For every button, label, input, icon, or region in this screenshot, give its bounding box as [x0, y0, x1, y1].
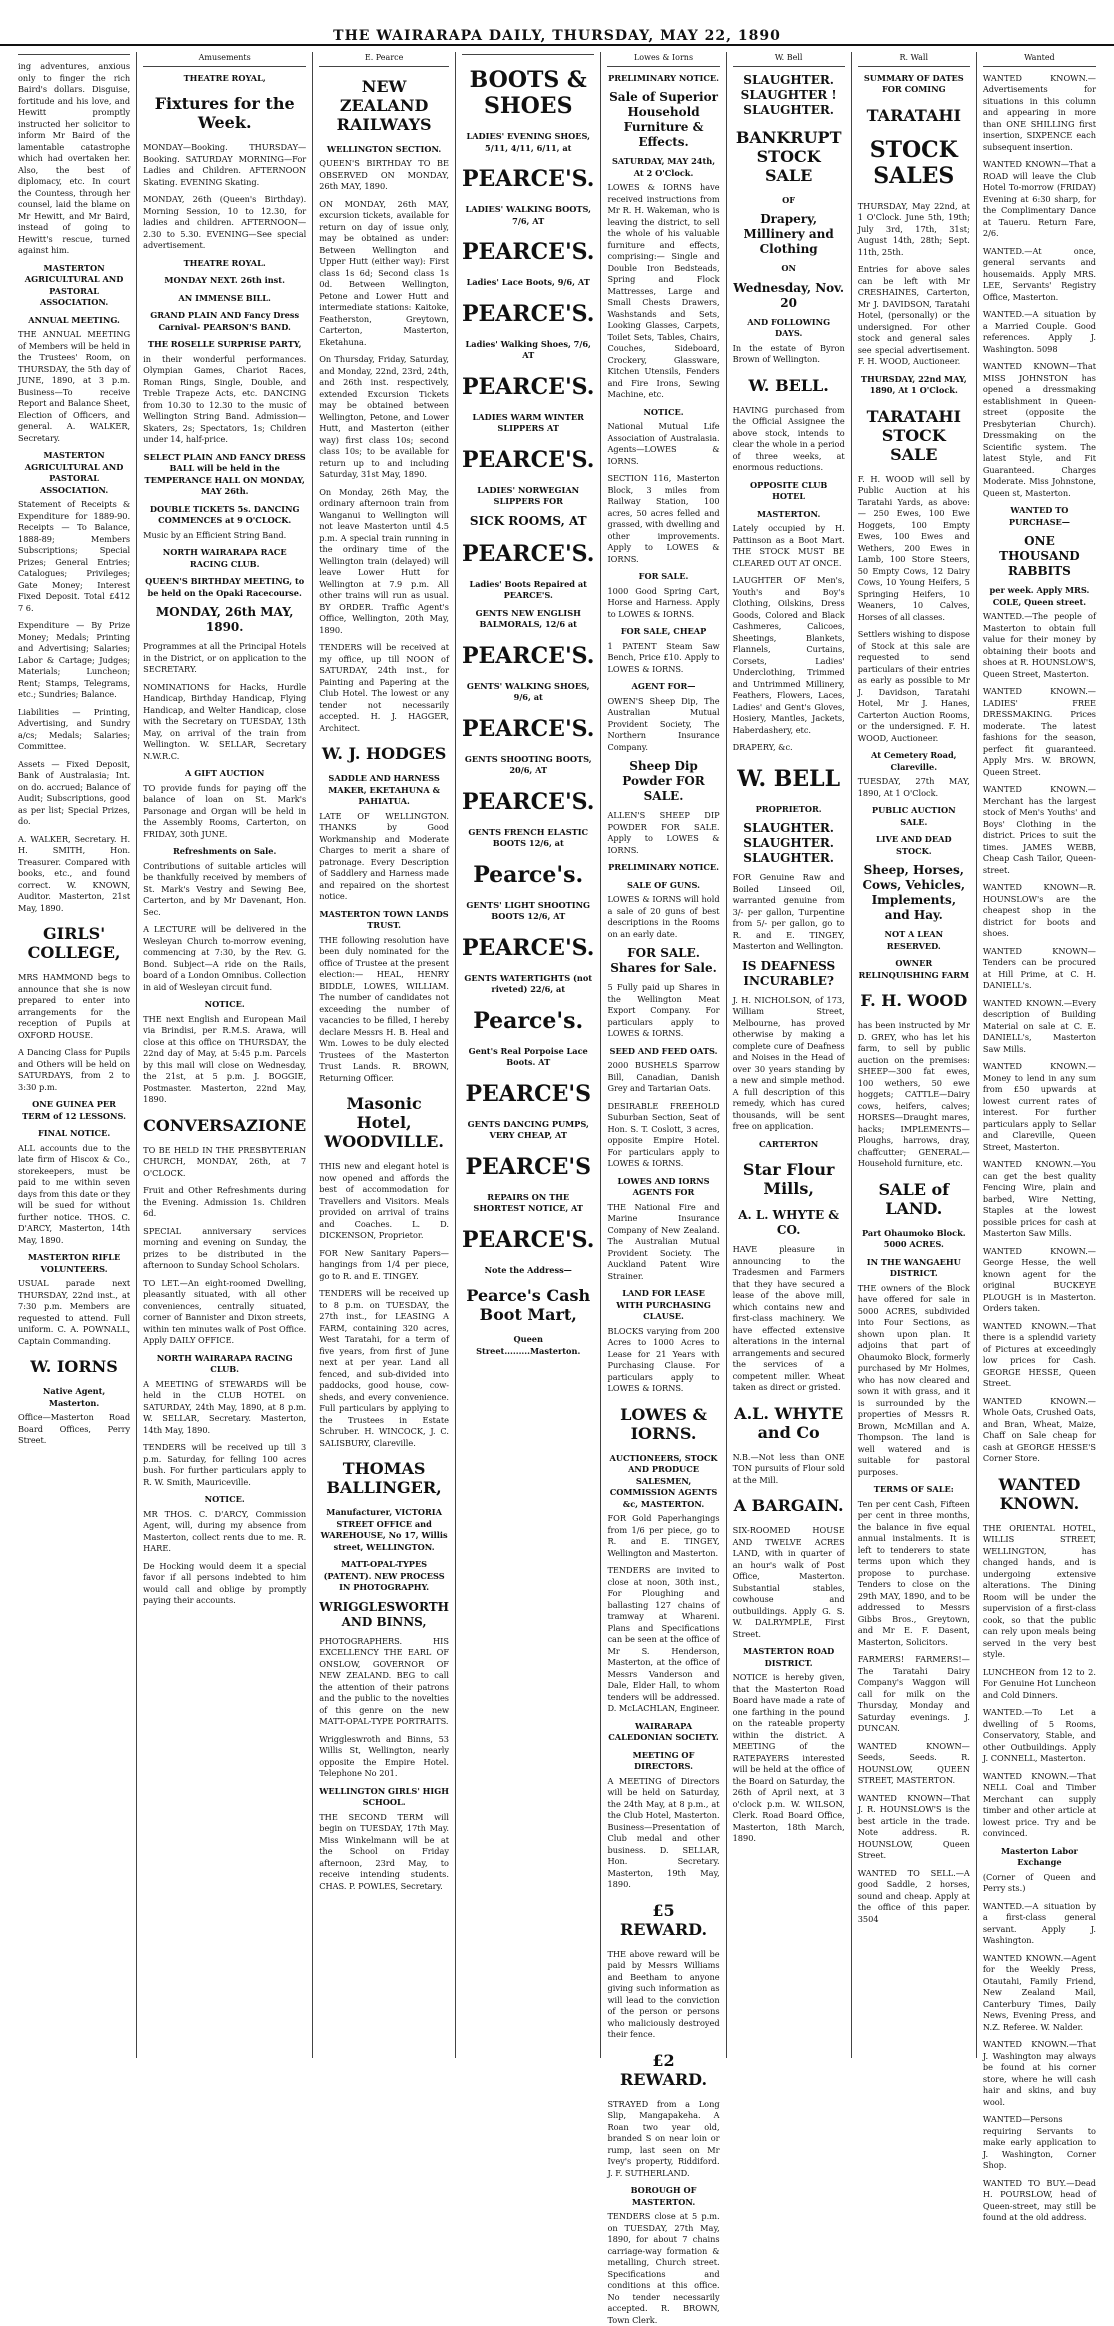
advert-text: TENDERS will be received up to 8 p.m. on TUESDAY, the 27th inst., for LEASING A FARM, containing 320 acres, West Taratahi, for a term of five years, from first of June next at per year. Land all fenced, and sub-divided into paddocks, good house, cow-sheds, and every convenience. Full particulars by applying to the Trustees in Estate Schruber. H. WINCOCK, J. C. SALISBURY, Clareville. — [319, 1288, 449, 1448]
advert-text: Office—Masterton Road Board Offices, Perry Street. — [18, 1412, 131, 1445]
advert-text: SECTION 116, Masterton Block, 3 miles from Railway Station, 100 acres, 50 acres felled and grassed, with dwelling and other improvements. Apply to LOWES & IORNS. — [607, 473, 720, 564]
column-3 — [313, 52, 456, 2058]
advert-heading: SICK ROOMS, AT — [469, 513, 587, 528]
advert-heading: W. J. HODGES — [321, 744, 447, 763]
advert-heading: LADIES WARM WINTER SLIPPERS AT — [472, 411, 584, 433]
advert-text: THE SECOND TERM will begin on TUESDAY, 17th May. Miss Winkelmann will be at the School on Friday afternoon, 23rd May, to receive intending students. CHAS. P. POWLES, Secretary. — [319, 1811, 449, 1891]
advert-text: FARMERS! FARMERS!—The Taratahi Dairy Company's Waggon will call for milk on the Thursday, Monday and Saturday evenings. J. DUNCAN. — [857, 1654, 970, 1733]
advert-heading: FOR SALE. Shares for Sale. — [610, 946, 717, 975]
advert-heading: LOWES & IORNS. — [620, 1404, 707, 1443]
advert-text: Assets — Fixed Deposit, Bank of Australasia; Int. on do. accrued; Balance of Audit; Subscriptions, good as per list; Special Prizes, do. — [18, 758, 131, 826]
advert-heading: FINAL NOTICE. — [37, 1128, 111, 1138]
advert-heading: SADDLE AND HARNESS MAKER, EKETAHUNA & PAHIATUA. — [328, 773, 441, 806]
advert-heading: IN THE WANGAEHU DISTRICT. — [866, 1256, 961, 1278]
advert-heading: Ladies' Boots Repaired at PEARCE'S. — [469, 578, 587, 600]
advert-text: Ten per cent Cash, Fifteen per cent in three months, the balance in five equal annual instalments. It is left to tenderers to state terms upon which they propose to purchase. Tenders to close on the 29th MAY, 1890, and to be addressed to Messrs Gibbs Bros., Greytown, and Mr E. F. Dasent, Masterton, Solicitors. — [857, 1498, 970, 1647]
advert-text: WANTED.—A situation by a Married Couple. Good references. Apply J. Washington. 5098 — [982, 309, 1096, 354]
advert-text: TENDERS will be received up till 3 p.m. Saturday, for felling 100 acres bush. For further particulars apply to R. W. Smith, Mauriceville. — [143, 1442, 307, 1487]
advert-heading: Gent's Real Porpoise Lace Boots. AT — [468, 1045, 588, 1067]
advert-text: WANTED KNOWN—Seeds, Seeds. R. HOUNSLOW, QUEEN STREET, MASTERTON. — [857, 1740, 970, 1785]
advert-heading: A GIFT AUCTION — [185, 768, 265, 778]
advert-text: WANTED TO SELL.—A good Saddle, 2 horses, sound and cheap. Apply at the office of this paper. 3504 — [857, 1867, 970, 1924]
advert-heading: WRIGGLESWORTH AND BINNS, — [319, 1599, 449, 1629]
advert-heading: A. L. WHYTE & CO. — [738, 1208, 840, 1237]
advert-heading: Masterton Labor Exchange — [1000, 1845, 1078, 1867]
column-heading: E. Pearce — [319, 52, 449, 67]
advert-heading: Wednesday, Nov. 20 — [733, 280, 845, 310]
advert-heading: GIRLS' COLLEGE, — [27, 924, 121, 962]
advert-text: THE owners of the Block have offered for sale in 5000 ACRES, subdivided into Four Sections, as shown upon plan. It adjoins that part of Ohaumoko Block, formerly purchased by Mr Holmes, who has now cleared and sown it with grass, and it is surrounded by the properties of Messrs R. Brown, McMillan and A. Thompson. The land is well watered and is suitable for pastoral purposes. — [857, 1282, 970, 1477]
advert-text: FOR Genuine Raw and Boiled Linseed Oil, warranted genuine from 3/- per gallon, Turpentine from 5/- per gallon, go to R. and E. TINGEY, Masterton and Wellington. — [732, 872, 845, 951]
advert-text: TENDERS close at 5 p.m. on TUESDAY, 27th May, 1890, for about 7 chains carriage-way formation & metalling, Church street. Specifications and conditions at this office. No tender necessarily accepted. R. BROWN, Town Clerk. — [607, 2211, 720, 2325]
advert-heading: OPPOSITE CLUB HOTEL — [749, 479, 828, 501]
advert-text: WANTED KNOWN—That J. R. HOUNSLOW'S is the best article in the trade. Note address. R. HOUNSLOW, Queen Street. — [857, 1792, 970, 1860]
advert-heading: W. BELL. — [748, 375, 829, 395]
advert-text: QUEEN'S BIRTHDAY TO BE OBSERVED ON MONDAY, 26th MAY, 1890. — [319, 158, 449, 191]
advert-heading: A.L. WHYTE and Co — [734, 1403, 844, 1442]
advert-heading: PEARCE'S — [465, 1153, 592, 1180]
advert-text: Programmes at all the Principal Hotels in the District, or on application to the SECRETARY. — [143, 641, 307, 674]
advert-heading: THE ROSELLE SURPRISE PARTY, — [147, 339, 302, 349]
advert-text: THE next English and European Mail via Brindisi, per R.M.S. Arawa, will close at this office on THURSDAY, the 22nd day of May, at 5:45 p.m. Parcels by this mail will close on Wednesday, the 21st, at 5 p.m. J. BOGGIE, Postmaster. Masterton, 22nd May, 1890. — [143, 1013, 307, 1104]
advert-text: Fruit and Other Refreshments during the Evening. Admission 1s. Children 6d. — [143, 1185, 307, 1218]
advert-heading: MASTERTON TOWN LANDS TRUST. — [319, 908, 449, 930]
advert-heading: LAND FOR LEASE WITH PURCHASING CLAUSE. — [616, 1288, 711, 1321]
advert-heading: NOTICE. — [204, 1494, 245, 1504]
advert-heading: PEARCE'S. — [462, 239, 595, 265]
advert-heading: MATT-OPAL-TYPES (PATENT). NEW PROCESS IN PHOTOGRAPHY. — [323, 1559, 445, 1592]
advert-heading: BOROUGH OF MASTERTON. — [630, 2185, 697, 2207]
column-6 — [727, 52, 852, 2058]
advert-heading: Star Flour Mills, — [742, 1160, 835, 1198]
advert-text: WANTED KNOWN.—That there is a splendid variety of Pictures at exceedingly low prices for Cash. GEORGE HESSE, Queen Street. — [982, 1320, 1096, 1388]
advert-heading: SEED AND FEED OATS. — [609, 1045, 718, 1056]
advert-text: MRS HAMMOND begs to announce that she is now prepared to enter into arrangements for the reception of Pupils at OXFORD HOUSE. — [18, 972, 131, 1040]
advert-heading: GENTS' WALKING SHOES, 9/6, at — [466, 680, 590, 702]
advert-heading: SALE of LAND. — [878, 1179, 950, 1218]
column-7 — [852, 52, 977, 2058]
advert-heading: MASTERTON RIFLE VOLUNTEERS. — [27, 1252, 121, 1274]
advert-heading: AUCTIONEERS, STOCK AND PRODUCE SALESMEN, COMMISSION AGENTS &c, MASTERTON. — [609, 1452, 718, 1509]
column-8 — [977, 52, 1102, 2222]
advert-heading: CARTERTON — [759, 1138, 819, 1149]
advert-heading: GENTS WATERTIGHTS (not riveted) 22/6, at — [464, 972, 593, 994]
advert-heading: PUBLIC AUCTION SALE. — [871, 805, 956, 827]
advert-text: WANTED KNOWN—That a ROAD will leave the Club Hotel To-morrow (FRIDAY) Evening at 6:30 sharp, for the Complimentary Dance at Taueru. Return Fare, 2/6. — [982, 159, 1096, 238]
advert-text: WANTED TO BUY.—Dead H. POURSLOW, head of Queen-street, may still be found at the old address. — [982, 2177, 1096, 2222]
advert-heading: NORTH WAIRARAPA RACING CLUB. — [156, 1352, 293, 1374]
advert-heading: ONE GUINEA PER TERM of 12 LESSONS. — [22, 1099, 126, 1121]
column-5 — [601, 52, 726, 2325]
advert-text: National Mutual Life Association of Australasia. Agents—LOWES & IORNS. — [607, 421, 720, 466]
advert-heading: SALE OF GUNS. — [627, 879, 701, 890]
advert-heading: Masonic Hotel, WOODVILLE. — [324, 1094, 444, 1151]
advert-heading: Pearce's Cash Boot Mart, — [466, 1286, 591, 1324]
advert-heading: PEARCE'S. — [462, 373, 595, 400]
advert-text: De Hocking would deem it a special favor if all persons indebted to him would call and oblige by promptly paying their accounts. — [143, 1560, 307, 1605]
advert-heading: GENTS FRENCH ELASTIC BOOTS 12/6, at — [468, 826, 589, 848]
advert-heading: SATURDAY, MAY 24th, At 2 O'Clock. — [611, 156, 716, 178]
advert-heading: MASTERTON AGRICULTURAL AND PASTORAL ASSOCIATION. — [24, 262, 124, 307]
advert-heading: LOWES AND IORNS AGENTS FOR — [617, 1175, 710, 1197]
advert-heading: WELLINGTON GIRLS' HIGH SCHOOL. — [319, 1785, 449, 1807]
advert-heading: LADIES' EVENING SHOES, 5/11, 4/11, 6/11, at — [466, 131, 590, 153]
advert-heading: AND FOLLOWING DAYS. — [747, 316, 831, 338]
advert-heading: PEARCE'S. — [462, 446, 595, 473]
advert-heading: PEARCE'S. — [462, 1226, 595, 1253]
advert-text: WANTED KNOWN.—Merchant has the largest stock of Men's Youths' and Boys' Clothing in the district. Prices to suit the times. JAMES WEBB, Cheap Cash Tailor, Queen-street. — [982, 784, 1096, 875]
advert-heading: PEARCE'S. — [462, 642, 595, 669]
advert-text: WANTED KNOWN.—George Hesse, the well known agent for the original BUCKEYE PLOUGH is in Masterton. Orders taken. — [982, 1245, 1096, 1313]
column-2 — [137, 52, 313, 2058]
advert-text: in their wonderful performances. Olympian Games, Chariot Races, Roman Rings, Single, Double, and Treble Trapeze Acts, etc. DANCING from 10.30 to 12.30 to the music of Wellington String Band. Admission—Skaters, 2s; Spectators, 1s; Children under 14, half-price. — [143, 353, 307, 444]
advert-text: 1 PATENT Steam Saw Bench, Price £10. Apply to LOWES & IORNS. — [607, 640, 720, 674]
advert-text: THE ANNUAL MEETING of Members will be held in the Trustees' Room, on THURSDAY, the 5th day of JUNE, 1890, at 3 p.m. Business—To receive Report and Balance Sheet, Election of Officers, and general. A. WALKER, Secretary. — [18, 329, 131, 443]
advert-heading: LADIES' NORWEGIAN SLIPPERS FOR — [477, 484, 580, 506]
advert-heading: GENTS NEW ENGLISH BALMORALS, 12/6 at — [475, 607, 581, 629]
advert-heading: WANTED TO PURCHASE— — [1008, 505, 1070, 527]
advert-heading: PEARCE'S — [465, 1080, 592, 1107]
advert-text: On Monday, 26th May, the ordinary afternoon train from Wanganui to Wellington will not leave Masterton until 4.5 p.m. A special train running in the ordinary time of the Wellington train (delayed) will leave Lower Hutt for Wellington at 7.9 p.m. All other trains will run as usual. BY ORDER. Traffic Agent's Office, Wellington, 20th May, 1890. — [319, 486, 449, 635]
advert-heading: GRAND PLAIN AND Fancy Dress Carnival- PEARSON'S BAND. — [150, 310, 300, 332]
advert-heading: CONVERSAZIONE — [143, 1115, 307, 1135]
advert-heading: PEARCE'S. — [462, 166, 595, 192]
advert-text: THURSDAY, May 22nd, at 1 O'Clock. June 5th, 19th; July 3rd, 17th, 31st; August 14th, 28th; Sept. 11th, 25th. — [857, 200, 970, 257]
column-heading: Amusements — [143, 52, 306, 67]
advert-text: WANTED KNOWN.—Every description of Building Material on sale at C. E. DANIELL's, Masterton Saw Mills. — [982, 997, 1096, 1054]
advert-heading: MASTERTON ROAD DISTRICT. — [743, 1646, 835, 1668]
advert-text: N.B.—Not less than ONE TON pursuits of Flour sold at the Mill. — [732, 1451, 845, 1485]
advert-text: WANTED KNOWN—R. HOUNSLOW's are the cheapest shop in the district for boots and shoes. — [982, 882, 1096, 938]
advert-heading: NOTICE. — [204, 999, 245, 1009]
advert-heading: QUEEN'S BIRTHDAY MEETING, to be held on the Opaki Racecourse. — [145, 576, 305, 598]
advert-heading: SUMMARY OF DATES FOR COMING — [863, 72, 964, 94]
advert-text: FOR Gold Paperhangings from 1/6 per piece, go to R. and E. TINGEY, Wellington and Masterton. — [607, 1513, 720, 1558]
advert-text: WANTED KNOWN.—LADIES' FREE DRESSMAKING. Prices moderate. The latest fashions for the season, perfect fit guaranteed. Apply Mrs. W. BROWN, Queen Street. — [982, 686, 1096, 777]
advert-heading: Part Ohaumoko Block. 5000 ACRES. — [861, 1227, 966, 1249]
advert-text: 1000 Good Spring Cart, Horse and Harness. Apply to LOWES & IORNS. — [607, 585, 720, 619]
advert-text: Lately occupied by H. Pattinson as a Boot Mart. THE STOCK MUST BE CLEARED OUT AT ONCE. — [732, 523, 845, 568]
advert-heading: At Cemetery Road, Clareville. — [871, 750, 957, 772]
advert-text: THE ORIENTAL HOTEL, WILLIS STREET, WELLINGTON, has changed hands, and is undergoing extensive alterations. The Dining Room will be under the supervision of a first-class cook, so that the public can rely upon meals being served in the very best style. — [982, 1522, 1096, 1659]
advert-text: LOWES & IORNS will hold a sale of 20 guns of best descriptions in the Rooms on an early date. — [607, 894, 720, 939]
advert-heading: Refreshments on Sale. — [173, 846, 277, 856]
advert-text: OWEN'S Sheep Dip, The Australian Mutual Provident Society, The Northern Insurance Company. — [607, 695, 720, 752]
advert-heading: Fixtures for the Week. — [154, 94, 295, 132]
advert-heading: FOR SALE, CHEAP — [620, 626, 707, 636]
advert-text: 2000 BUSHELS Sparrow Bill, Canadian, Danish Grey and Tartarian Oats. — [607, 1060, 720, 1093]
advert-text: THE following resolution have been duly nominated for the office of Trustee at the present election:— HEAL, HENRY BIDDLE, LOWES, WILLIAM. The number of candidates not exceeding the number of vacancies to be filled, I hereby declare Messrs H. B. Heal and Wm. Lowes to be duly elected Trustees of the Masterton Trust Lands. R. BROWN, Returning Officer. — [319, 934, 449, 1083]
advert-heading: BOOTS & SHOES — [469, 67, 587, 119]
column-heading — [18, 52, 130, 55]
column-heading: W. Bell — [733, 52, 845, 67]
advert-heading: W. IORNS — [30, 1357, 118, 1376]
column-heading: R. Wall — [858, 52, 970, 67]
advert-text: ALL accounts due to the late firm of Hiscox & Co., storekeepers, must be paid to me within seven days from this date or they will be sued for without further notice. THOS. C. D'ARCY, Masterton, 14th May, 1890. — [18, 1142, 131, 1245]
advert-heading: Sheep Dip Powder FOR SALE. — [622, 759, 705, 803]
advert-heading: WAIRARAPA CALEDONIAN SOCIETY. — [608, 1720, 719, 1742]
advert-text: WANTED.—The people of Masterton to obtain full value for their money by obtaining their boots and shoes at R. HOUNSLOW'S, Queen Street, Masterton. — [982, 611, 1096, 679]
newspaper-title: THE WAIRARAPA DAILY, THURSDAY, MAY 22, 1890 — [333, 28, 781, 44]
advert-heading: THURSDAY, 22nd MAY, 1890, At 1 O'Clock. — [860, 373, 967, 395]
advert-text: DRAPERY, &c. — [732, 742, 793, 752]
advert-heading: THOMAS BALLINGER, — [326, 1459, 442, 1497]
masthead — [0, 0, 1114, 46]
advert-heading: Sale of Superior Household Furniture & Effects. — [609, 90, 718, 149]
advert-heading: THEATRE ROYAL, — [183, 72, 266, 83]
advert-heading: MONDAY NEXT. 26th inst. — [164, 275, 285, 285]
advert-heading: DOUBLE TICKETS 5s. DANCING COMMENCES at 9 O'CLOCK. — [149, 503, 300, 525]
advert-text: MONDAY, 26th (Queen's Birthday). Morning Session, 10 to 12.30, for ladies and children. AFTERNOON—2.30 to 5.30. EVENING—See special advertisement. — [143, 194, 307, 250]
advert-text: 5 Fully paid up Shares in the Wellington Meat Export Company. For particulars apply to LOWES & IORNS. — [607, 982, 720, 1038]
advert-text: THE above reward will be paid by Messrs Williams and Beetham to anyone giving such information as will lead to the conviction of the person or persons who maliciously destroyed their fence. — [607, 1948, 720, 2039]
advert-heading: GENTS SHOOTING BOOTS, 20/6, AT — [464, 753, 592, 775]
advert-heading: PEARCE'S. — [462, 788, 595, 815]
advert-text: A Dancing Class for Pupils and Others will be held on SATURDAYS, from 2 to 3:30 p.m. — [18, 1047, 131, 1092]
advert-heading: PEARCE'S. — [462, 540, 595, 567]
advert-heading: A BARGAIN. — [733, 1496, 844, 1515]
advert-heading: WELLINGTON SECTION. — [326, 143, 442, 154]
advert-heading: Ladies' Walking Shoes, 7/6, AT — [465, 338, 591, 360]
advert-heading: BANKRUPT STOCK SALE — [735, 127, 842, 185]
advert-heading: W. BELL — [737, 765, 841, 792]
advert-text: A MEETING of STEWARDS will be held in the CLUB HOTEL on SATURDAY, 24th May, 1890, at 8 p.m. W. SELLAR, Secretary. Masterton, 14th May, 1890. — [143, 1378, 307, 1435]
advert-heading: MASTERTON AGRICULTURAL AND PASTORAL ASSOCIATION. — [24, 450, 124, 495]
advert-heading: Queen Street.........Masterton. — [476, 1334, 581, 1356]
column-heading: Wanted — [983, 52, 1096, 67]
advert-text: NOMINATIONS for Hacks, Hurdle Handicap, Birthday Handicap, Flying Handicap, and Welter Handicap, close with the Secretary on TUESDAY, 13th May, on arrival of the train from Wellington. W. SELLAR, Secretary N.W.R.C. — [143, 681, 307, 761]
advert-heading: THEATRE ROYAL. — [183, 257, 266, 268]
advert-heading: Manufacturer, VICTORIA STREET OFFICE and WAREHOUSE, No 17, Willis street, WELLINGTON. — [320, 1507, 448, 1552]
advert-text: TO BE HELD IN THE PRESBYTERIAN CHURCH, MONDAY, 26th, at 7 O'CLOCK. — [143, 1144, 307, 1178]
advert-text: THIS new and elegant hotel is now opened and affords the best of accommodation for Travellers and Visitors. Meals provided on arrival of trains and Coaches. L. D. DICKENSON, Proprietor. — [319, 1161, 449, 1240]
advert-text: TENDERS will be received at my office, up till NOON of SATURDAY, 24th inst., for Painting and Papering at the Club Hotel. The lowest or any tender not necessarily accepted. H. J. HAGGER, Architect. — [319, 642, 449, 733]
advert-text: WANTED KNOWN.—That J. Washington may always be found at his corner store, where he will cash hair and skins, and buy wool. — [982, 2039, 1096, 2107]
advert-text: HAVING purchased from the Official Assignee the above stock, intends to clear the whole in a period of three weeks, at enormous reductions. — [732, 404, 845, 472]
advert-text: WANTED KNOWN.—Agent for the Weekly Press, Otautahi, Family Friend, New Zealand Mail, Canterbury Times, Daily News, Evening Press, and N.Z. Referee. W. Nalder. — [982, 1952, 1096, 2032]
advert-text: DESIRABLE FREEHOLD Suburban Section, Seat of Hon. S. T. Coslott, 3 acres, opposite Empire Hotel. For particulars apply to LOWES & IORNS. — [607, 1100, 720, 1168]
advert-text: LOWES & IORNS have received instructions from Mr R. H. Wakeman, who is leaving the district, to sell the whole of his valuable furniture and effects, comprising:— Single and Double Iron Bedsteads, Spring and Flock Mattresses, Large and Small Chests Drawers, Washstands and Sets, Looking Glasses, Carpets, Toilet Sets, Tables, Chairs, Couches, Sideboard, Crockery, Glassware, Kitchen Utensils, Fenders and Fire Irons, Sewing Machine, etc. — [607, 182, 720, 399]
advert-heading: ONE THOUSAND RABBITS — [999, 534, 1080, 578]
advert-heading: NOT A LEAN RESERVED. — [884, 929, 944, 951]
advert-text: SIX-ROOMED HOUSE AND TWELVE ACRES LAND, with in quarter of an hour's walk of Post Office, Masterton. Substantial stables, cowhouse and outbuildings. Apply G. S. W. DALRYMPLE, First Street. — [732, 1525, 845, 1639]
advert-heading: NORTH WAIRARAPA RACE RACING CLUB. — [162, 547, 287, 569]
advert-text: A LECTURE will be delivered in the Wesleyan Church to-morrow evening, commencing at 7:30, by the Rev. G. Bond. Subject—A ride on the Rails, board of a London Omnibus. Collection in aid of Wesleyan circuit fund. — [143, 924, 307, 992]
advert-heading: STOCK SALES — [869, 136, 958, 189]
advert-text: THE National Fire and Marine Insurance Company of New Zealand. The Australian Mutual Provident Society. The Auckland Patent Wire Strainer. — [607, 1201, 720, 1281]
advert-text: HAVE pleasure in announcing to the Tradesmen and Farmers that they have secured a lease of the above mill, which contains new and first-class machinery. We have effected extensive alterations in the internal arrangements and secured the services of a competent miller. Wheat taken as direct or gristed. — [732, 1244, 845, 1392]
advert-heading: Drapery, Millinery and Clothing — [743, 212, 834, 256]
advert-text: Liabilities — Printing, Advertising, and Sundry a/cs; Medals; Salaries; Committee. — [18, 706, 131, 751]
advert-text: Settlers wishing to dispose of Stock at this sale are requested to send particulars of their entries as early as possible to Mr J. Davidson, Taratahi Hotel, Mr J. Hanes, Carterton Auction Rooms, or the undersigned. F. H. WOOD, Auctioneer. — [857, 629, 970, 743]
advert-heading: Native Agent, Masterton. — [42, 1386, 106, 1408]
advert-heading: OWNER RELINQUISHING FARM — [858, 958, 970, 980]
advert-heading: PEARCE'S. — [462, 715, 595, 742]
advert-heading: Note the Address— — [484, 1264, 572, 1275]
advert-text: Entries for above sales can be left with Mr CRESHAINES, Carterton, Mr J. DAVIDSON, Taratahi Hotel, (personally) or the undersigned. For other stock and general sales see special advertisement. F. H. WOOD, Auctioneer. — [857, 264, 970, 366]
advert-text: TO provide funds for paying off the balance of loan on St. Mark's Parsonage and Organ will be held in the Assembly Rooms, Carterton, on FRIDAY, 30th JUNE. — [143, 782, 307, 839]
advert-text: WANTED.—A situation by a first-class general servant. Apply J. Washington. — [982, 1900, 1096, 1945]
advert-text: MONDAY—Booking. THURSDAY—Booking. SATURDAY MORNING—For Ladies and Children. AFTERNOON Skating. EVENING Skating. — [143, 142, 307, 187]
advert-text: WANTED.—To Let a dwelling of 5 Rooms, Conservatory, Stable, and other Outbuildings. Apply J. CONNELL, Masterton. — [982, 1707, 1096, 1763]
advert-text: WANTED KNOWN—Tenders can be procured at Hill Prime, at C. H. DANIELL's. — [982, 945, 1096, 990]
advert-heading: OF — [782, 194, 796, 205]
advert-heading: Pearce's. — [473, 861, 584, 888]
advert-text: ing adventures, anxious only to finger the rich Baird's dollars. Disguise, fortitude and his love, and Hewitt promptly instructed her solicitor to inform Mr Baird of the lamentable catastrophe which had overtaken her. Also, the best of diplomacy, etc. In court the Countess, through her counsel, laid the blame on Mr Hewitt, and Mr Baird, instead of going to Hewitt's rescue, turned against him. — [18, 61, 131, 255]
advert-text: PHOTOGRAPHERS. HIS EXCELLENCY THE EARL OF ONSLOW, GOVERNOR OF NEW ZEALAND. BEG to call the attention of their patrons and the public to the novelties of this genre on the new MATT-OPAL-TYPE PORTRAITS. — [319, 1635, 449, 1726]
advert-text: USUAL parade next THURSDAY, 22nd inst., at 7:30 p.m. Members are requested to attend. Full uniform. C. A. POWNALL, Captain Commanding. — [18, 1278, 131, 1346]
advert-heading: F. H. WOOD — [860, 991, 968, 1010]
advert-text: Contributions of suitable articles will be thankfully received by members of St. Mark's Vestry and Sewing Bee, Carterton, and by Mr Davenant, Hon. Sec. — [143, 860, 307, 917]
advert-heading: AGENT FOR— — [631, 681, 696, 691]
advert-text: (Corner of Queen and Perry sts.) — [982, 1871, 1096, 1893]
advert-heading: WANTED KNOWN. — [998, 1474, 1081, 1513]
advert-heading: FOR SALE. — [638, 571, 689, 581]
advert-text: LAUGHTER OF Men's, Youth's and Boy's Clothing, Oilskins, Dress Goods, Colored and Black Cashmeres, Calicoes, Sheetings, Blankets, Flannels, Curtains, Corsets, Ladies' Underclothing, Trimmed and Untrimmed Millinery, Feathers, Flowers, Laces, Ladies' and Gent's Gloves, Hosiery, Mantles, Jackets, Haberdashery, etc. — [732, 575, 845, 735]
advert-heading: MASTERTON. — [756, 508, 821, 519]
advert-text: Expenditure — By Prize Money; Medals; Printing and Advertising; Salaries; Labor & Cartage; Judges; Materials; Luncheon; Rent; Stamps, Telegrams, etc.; Sundries; Balance. — [18, 620, 131, 699]
advert-heading: SELECT PLAIN AND FANCY DRESS BALL will be held in the TEMPERANCE HALL ON MONDAY, MAY 26th. — [143, 451, 306, 496]
advert-heading: Ladies' Lace Boots, 9/6, AT — [466, 277, 590, 287]
advert-heading: REPAIRS ON THE SHORTEST NOTICE, AT — [473, 1191, 584, 1213]
advert-heading: £2 REWARD. — [620, 2050, 708, 2089]
advert-heading: GENTS DANCING PUMPS, VERY CHEAP, AT — [467, 1118, 589, 1140]
advert-text: LATE OF WELLINGTON. THANKS by Good Workmanship and Moderate Charges to merit a share of patronage. Every Description of Saddlery and Harness made and repaired on the shortest notice. — [319, 810, 449, 901]
advert-text: MR THOS. C. D'ARCY, Commission Agent, will, during my absence from Masterton, collect rents due to me. R. HARE. — [143, 1508, 307, 1553]
columns — [12, 52, 1102, 2325]
advert-text: TENDERS are invited to close at noon, 30th inst., For Ploughing and ballasting 127 chains of tramway at Whareni. Plans and Specifications can be seen at the office of Mr S. Henderson, Masterton, at the office of Messrs Vanderson and Dale, Elder Hall, to whom tenders will be addressed. D. McLACHLAN, Engineer. — [607, 1565, 720, 1713]
advert-heading: LADIES' WALKING BOOTS, 7/6, AT — [465, 204, 591, 226]
column-heading — [462, 52, 594, 55]
advert-text: has been instructed by Mr D. GREY, who has let his farm, to sell by public auction on the premises: SHEEP—300 fat ewes, 100 wethers, 50 ewe hoggets; CATTLE—Dairy cows, heifers, calves; HORSES—Draught mares, hacks; IMPLEMENTS—Ploughs, harrows, dray, chaffcutter; GENERAL—Household furniture, etc. — [857, 1020, 970, 1168]
advert-heading: Sheep, Horses, Cows, Vehicles, Implements, and Hay. — [862, 863, 966, 922]
advert-text: WANTED KNOWN.—That NELL Coal and Timber Merchant can supply timber and other article at lowest price. Try and be convinced. — [982, 1770, 1096, 1838]
column-4 — [456, 52, 601, 2058]
column-heading: Lowes & Iorns — [607, 52, 719, 67]
advert-heading: Pearce's. — [473, 1007, 584, 1034]
advert-text: WANTED KNOWN.—Money to lend in any sum from £50 upwards at lowest current rates of interest. For further particulars apply to Sellar and Clareville, Queen Street, Masterton. — [982, 1061, 1096, 1152]
advert-text: In the estate of Byron Brown of Wellington. — [732, 342, 845, 364]
advert-text: NOTICE is hereby given, that the Masterton Road Board have made a rate of one farthing in the pound on the rateable property within the district. A MEETING of the RATEPAYERS interested will be held at the office of the Board on Saturday, the 26th of April next, at 3 o'clock p.m. W. WILSON, Clerk. Road Board Office, Masterton, 18th March, 1890. — [732, 1672, 845, 1843]
advert-heading: SLAUGHTER. SLAUGHTER. SLAUGHTER. — [743, 821, 834, 865]
advert-heading: GENTS' LIGHT SHOOTING BOOTS 12/6, AT — [466, 899, 591, 921]
advert-text: TUESDAY, 27th MAY, 1890, At 1 O'Clock. — [857, 776, 970, 798]
advert-text: SPECIAL anniversary services morning and evening on Sunday, the prizes to be distributed in the afternoon to Sunday School Scholars. — [143, 1225, 307, 1270]
advert-heading: NEW ZEALAND RAILWAYS — [336, 76, 432, 134]
advert-heading: ANNUAL MEETING. — [28, 314, 120, 325]
advert-text: A. WALKER, Secretary. H. H. SMITH, Hon. Treasurer. Compared with books, etc., and found correct. W. KNOWN, Auditor. Masterton, 21st May, 1890. — [18, 833, 131, 913]
advert-text: TO LET.—An eight-roomed Dwelling, pleasantly situated, with all other conveniences, centrally situated, corner of Bannister and Dixon streets, within ten minutes walk of Post Office. Apply DAILY OFFICE. — [143, 1277, 307, 1345]
advert-text: ALLEN'S SHEEP DIP POWDER FOR SALE. Apply to LOWES & IORNS. — [607, 810, 720, 855]
advert-text: STRAYED from a Long Slip, Mangapakeha. A Roan two year old, branded S on near loin or rump, last seen on Mr Ivey's property, Riddiford. J. F. SUTHERLAND. — [607, 2098, 720, 2178]
advert-text: Statement of Receipts & Expenditure for 1889-90. Receipts — To Balance, 1888-89; Members Subscriptions; Special Prizes; General Entries; Catalogues; Privileges; Gate Money; Interest Fixed Deposit. Total £412 7 6. — [18, 499, 131, 613]
advert-heading: PROPRIETOR. — [755, 803, 822, 814]
advert-text: ON MONDAY, 26th MAY, excursion tickets, available for return on day of issue only, may be obtained as under: Between Wellington and Upper Hutt (either way): First class 1s 6d; Second class 1s 0d. Between Wellington, Petone and Lower Hutt and intermediate stations: Kaitoke, Featherston, Greytown, Carterton, Masterton, Eketahuna. — [319, 198, 449, 347]
advert-text: FOR New Sanitary Papers—hangings from 1/4 per piece, go to R. and E. TINGEY. — [319, 1247, 449, 1281]
advert-heading: per week. Apply MRS. COLE, Queen street. — [989, 585, 1090, 607]
advert-text: LUNCHEON from 12 to 2. For Genuine Hot Luncheon and Cold Dinners. — [982, 1666, 1096, 1700]
advert-heading: NOTICE. — [643, 406, 684, 417]
advert-heading: PRELIMINARY NOTICE. — [608, 72, 719, 83]
advert-heading: LIVE AND DEAD STOCK. — [875, 834, 952, 856]
advert-text: WANTED.—At once, general servants and housemaids. Apply MRS. LEE, Servants' Registry Office, Masterton. — [982, 245, 1096, 302]
advert-heading: SLAUGHTER. SLAUGHTER ! SLAUGHTER. — [740, 72, 837, 117]
advert-text: Music by an Efficient String Band. — [143, 529, 287, 540]
advert-heading: TERMS OF SALE: — [873, 1484, 954, 1494]
advert-heading: MEETING OF DIRECTORS. — [632, 1749, 695, 1771]
advert-text: WANTED KNOWN.—Whole Oats, Crushed Oats, and Bran, Wheat, Maize, Chaff on Sale cheap for cash at GEORGE HESSE'S Corner Store. — [982, 1395, 1096, 1463]
advert-heading: TARATAHI — [866, 105, 961, 125]
advert-heading: PRELIMINARY NOTICE. — [608, 862, 719, 872]
advert-heading: IS DEAFNESS INCURABLE? — [742, 958, 836, 988]
advert-heading: £5 REWARD. — [620, 1900, 708, 1939]
advert-heading: PEARCE'S. — [462, 300, 595, 327]
advert-heading: AN IMMENSE BILL. — [178, 292, 271, 303]
advert-heading: PEARCE'S. — [462, 934, 595, 961]
advert-heading: TARATAHI STOCK SALE — [866, 406, 961, 464]
advert-heading: MONDAY, 26th MAY, 1890. — [155, 605, 294, 634]
advert-text: WANTED KNOWN.—You can get the best quality Fencing Wire, plain and barbed, Wire Netting, Staples at the lowest possible prices for cash at Masterton Saw Mills. — [982, 1159, 1096, 1238]
advert-text: BLOCKS varying from 200 Acres to 1000 Acres to Lease for 21 Years with Purchasing Clause. For particulars apply to LOWES & IORNS. — [607, 1325, 720, 1393]
advert-text: On Thursday, Friday, Saturday, and Monday, 22nd, 23rd, 24th, and 26th inst. respectively, extended Excursion Tickets may be obtained between Wellington, Petone, and Lower Hutt, and Masterton (either way) first class 10s; second class 10s; to be available for return up to and including Saturday, 31st May, 1890. — [319, 354, 449, 479]
advert-heading: ON — [781, 263, 796, 273]
advert-text: WANTED KNOWN.—Advertisements for situations in this column and appearing in more than ONE SHILLING first insertion, SIXPENCE each subsequent insertion. — [982, 72, 1096, 152]
advert-text: Wriggleswroth and Binns, 53 Willis St, Wellington, nearly opposite the Empire Hotel. Telephone No 201. — [319, 1733, 449, 1778]
column-1 — [12, 52, 137, 2058]
advert-text: WANTED KNOWN—That MISS JOHNSTON has opened a dressmaking establishment in Queen-street (opposite the Presbyterian Church). Dressmaking on the Scientific system. The latest Style, and Fit Guaranteed. Charges Moderate. Miss Johnstone, Queen st, Masterton. — [982, 361, 1096, 498]
advert-text: A MEETING of Directors will be held on Saturday, the 24th May, at 8 p.m., at the Club Hotel, Masterton. Business—Presentation of Club medal and other business. D. SELLAR, Hon. Secretary. Masterton, 19th May, 1890. — [607, 1775, 720, 1889]
advert-text: J. H. NICHOLSON, of 173, William Street, Melbourne, has proved otherwise by making a complete cure of Deafness and Noises in the Head of over 30 years standing by a new and simple method. A full description of this remedy, which has cured thousands, will be sent free on application. — [732, 994, 845, 1131]
advert-text: WANTED—Persons requiring Servants to make early application to J. Washington, Corner Shop. — [982, 2114, 1096, 2170]
advert-text: F. H. WOOD will sell by Public Auction at his Taratahi Yards, as above:— 250 Ewes, 100 Ewe Hoggets, 100 Empty Ewes, 100 Ewes and Wethers, 200 Ewes in Lamb, 100 Store Steers, 50 Empty Cows, 12 Dairy Cows, 10 Young Heifers, 5 Springing Heifers, 10 Weaners, 10 Calves, Horses of all classes. — [857, 473, 970, 622]
